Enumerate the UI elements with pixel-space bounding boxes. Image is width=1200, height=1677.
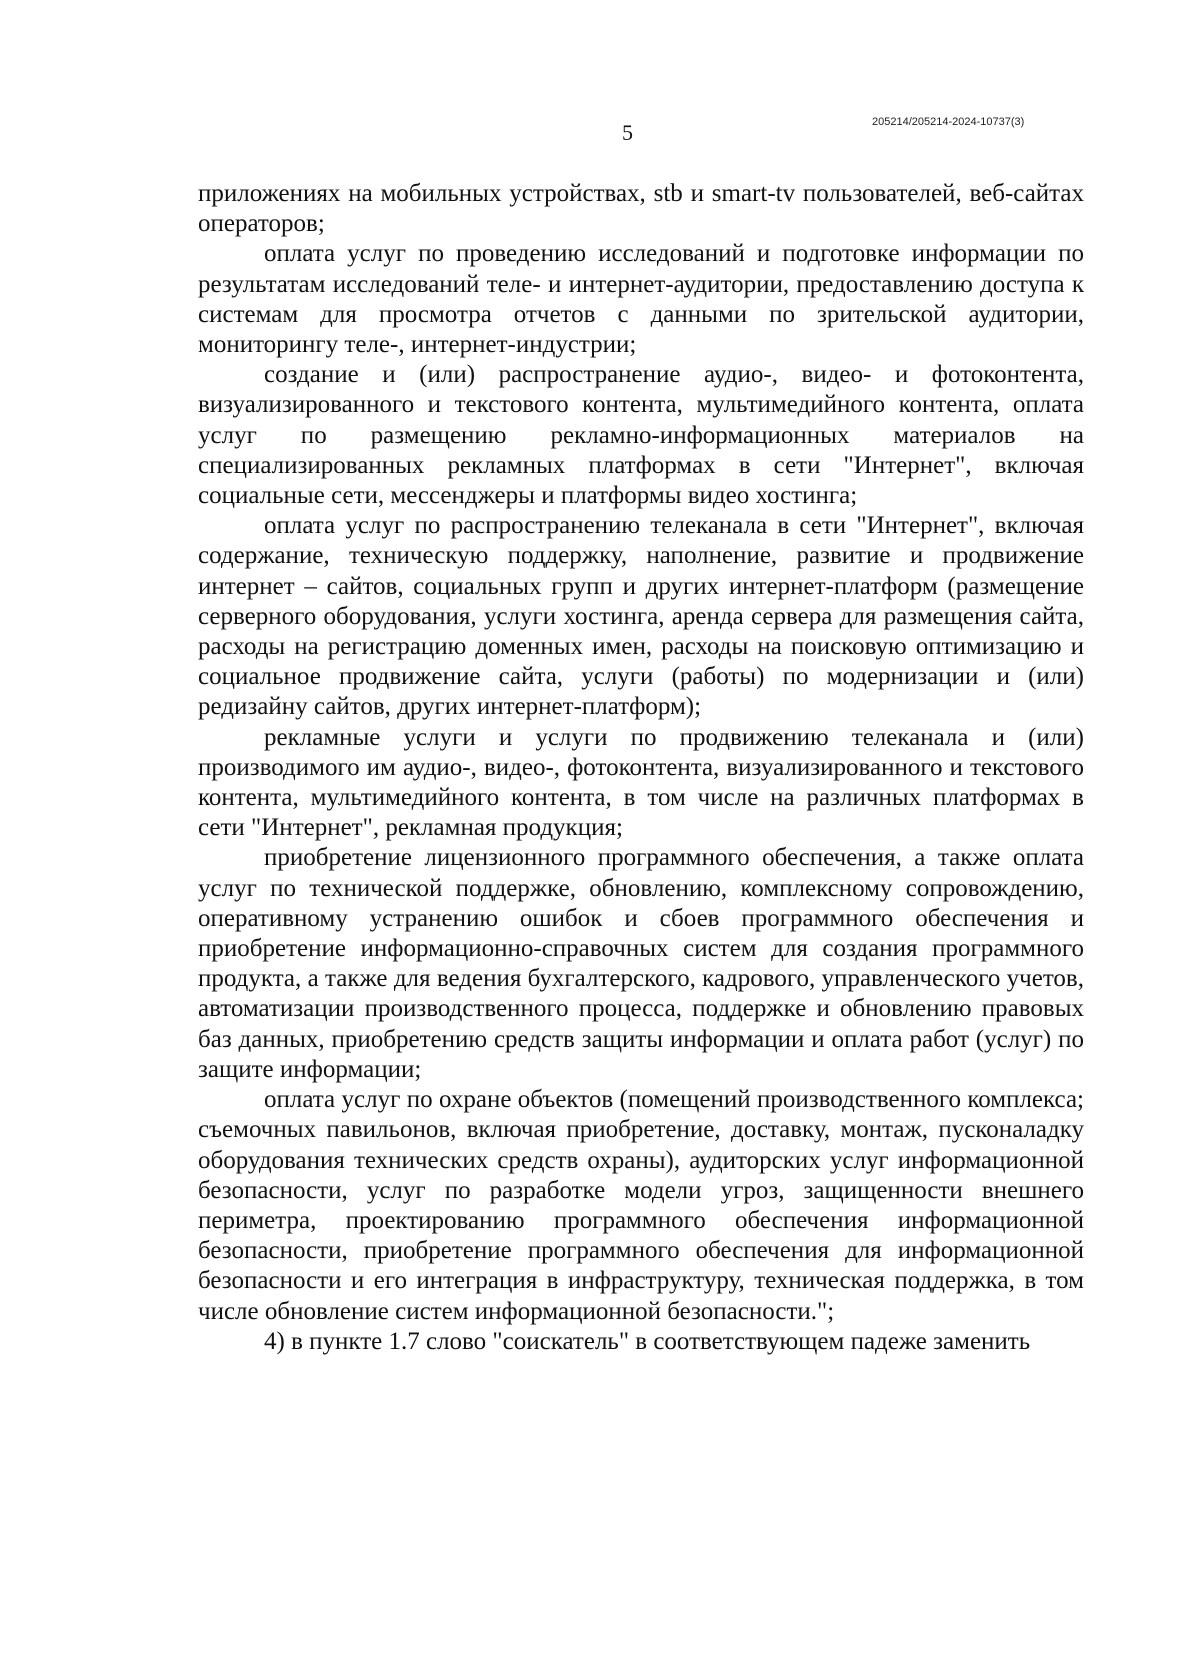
page-number: 5 [622,120,633,145]
paragraph-internet-distribution: оплата услуг по распространению телеканала в сети "Интернет", включая содержание, техническую поддержку, наполнение, развитие и продвижение интернет – сайтов, социальных групп и других интернет-платформ (размещение серверного оборудования, услуги хостинга, аренда сервера для размещения сайта, расходы на регистрацию доменных имен, расходы на поисковую оптимизацию и социальное продвижение сайта, услуги (работы) по модернизации и (или) редизайну сайтов, других интернет-платформ); [198,512,1084,721]
document-body [198,179,1084,1357]
paragraph-software-acquisition: приобретение лицензионного программного обеспечения, а также оплата услуг по технической поддержке, обновлению, комплексному сопровождению, оперативному устранению ошибок и сбоев программного обеспечения и приобретение информационно-справочных систем для создания программного продукта, а также для ведения бухгалтерского, кадрового, управленческого учетов, автоматизации производственного процесса, поддержке и обновлению правовых баз данных, приобретению средств защиты информации и оплата работ (услуг) по защите информации; [198,844,1084,1083]
paragraph-security-services: оплата услуг по охране объектов (помещений производственного комплекса; съемочных павильонов, включая приобретение, доставку, монтаж, пусконаладку оборудования технических средств охраны), аудиторских услуг информационной безопасности, услуг по разработке модели угроз, защищенности внешнего периметра, проектированию программного обеспечения информационной безопасности, приобретение программного обеспечения для информационной безопасности и его интеграция в инфраструктуру, техническая поддержка, в том числе обновление систем информационной безопасности."; [198,1086,1084,1325]
paragraph-continuation: приложениях на мобильных устройствах, stb и smart-tv пользователей, веб-сайтах операторов; [198,180,1084,238]
paragraph-research-services: оплата услуг по проведению исследований и подготовке информации по результатам исследований теле- и интернет-аудитории, предоставлению доступа к системам для просмотра отчетов с данными по зрительской аудитории, мониторингу теле-, интернет-индустрии; [198,240,1084,359]
document-id: 205214/205214-2024-10737(3) [872,116,1025,128]
paragraph-content-creation: создание и (или) распространение аудио-, видео- и фотоконтента, визуализированного и текстового контента, мультимедийного контента, оплата услуг по размещению рекламно-информационных материалов на специализированных рекламных платформах в сети "Интернет", включая социальные сети, мессенджеры и платформы видео хостинга; [198,361,1084,510]
paragraph-item-4: 4) в пункте 1.7 слово "соискатель" в соответствующем падеже заменить [264,1327,1031,1355]
paragraph-advertising-services: рекламные услуги и услуги по продвижению телеканала и (или) производимого им аудио-, видео-, фотоконтента, визуализированного и текстового контента, мультимедийного контента, в том числе на различных платформах в сети "Интернет", рекламная продукция; [198,723,1084,842]
